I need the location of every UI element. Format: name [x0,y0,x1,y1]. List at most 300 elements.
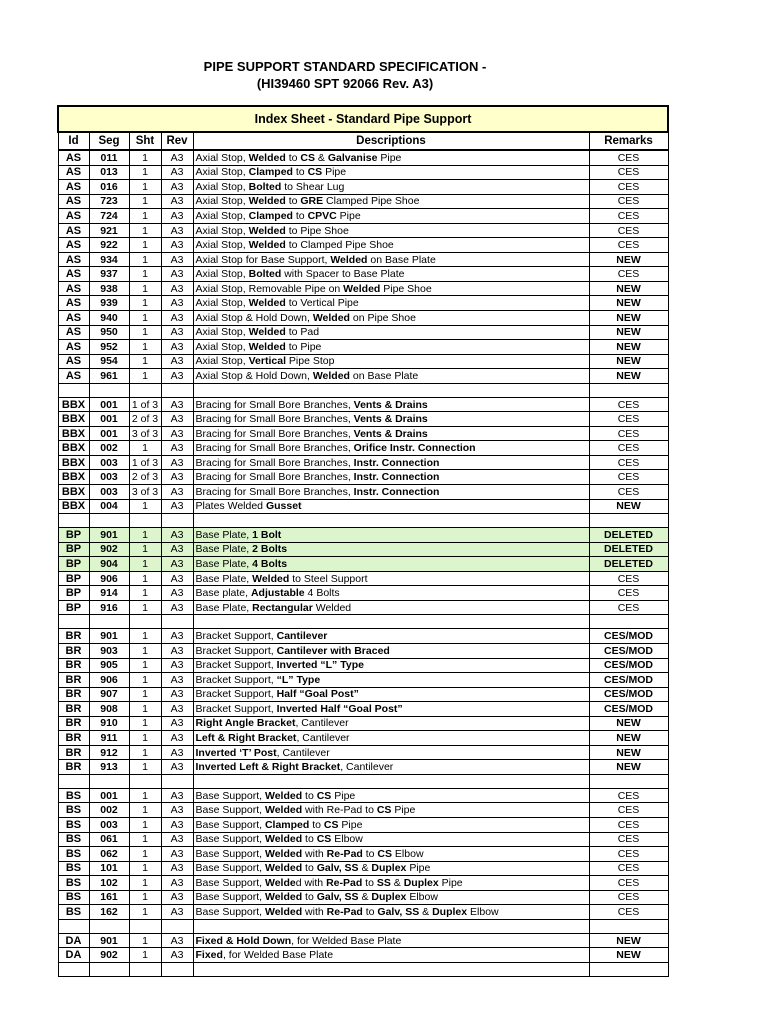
cell-sht: 1 [129,673,161,688]
cell-remarks: NEW [589,745,668,760]
cell-id: BP [58,600,89,615]
description-text: Pipe Shoe [380,282,432,295]
cell-seg: 723 [89,194,129,209]
description-emphasis: Rectangular [252,601,313,614]
description-text: Base Support, [195,876,265,889]
cell-remarks: CES [589,412,668,427]
table-row [58,340,668,355]
cell-id: AS [58,281,89,296]
table-row [58,933,668,948]
description-text: Pipe [322,166,347,179]
cell-remarks: DELETED [589,542,668,557]
description-emphasis: SS [376,876,391,889]
cell-id: AS [58,223,89,238]
cell-remarks: CES [589,803,668,818]
description-emphasis: Re-Pad [326,906,363,919]
description-text: to Vertical Pipe [285,297,359,310]
description-emphasis: Fixed & Hold Down [195,934,292,947]
cell-description [193,788,589,803]
cell-rev: A3 [161,455,193,470]
table-row [58,397,668,412]
description-text: Axial Stop, [195,355,249,368]
empty-cell [161,919,193,933]
cell-rev: A3 [161,223,193,238]
blank-row [58,383,668,397]
cell-rev: A3 [161,470,193,485]
description-emphasis: Right Angle Bracket [195,717,296,730]
empty-cell [193,774,589,788]
cell-sht: 1 [129,325,161,340]
cell-id: AS [58,194,89,209]
cell-rev: A3 [161,948,193,963]
cell-id: AS [58,340,89,355]
cell-description [193,658,589,673]
cell-remarks: NEW [589,499,668,514]
cell-sht: 1 [129,600,161,615]
cell-sht: 1 [129,876,161,891]
description-text: Base plate, [195,587,251,600]
cell-sht: 1 [129,223,161,238]
cell-rev: A3 [161,150,193,165]
description-text: , Cantilever [340,761,394,774]
description-emphasis: Welded [252,572,290,585]
table-row [58,557,668,572]
table-row [58,150,668,165]
description-emphasis: Galv, SS [377,906,420,919]
cell-remarks: NEW [589,252,668,267]
table-row [58,296,668,311]
cell-description [193,441,589,456]
cell-description [193,745,589,760]
cell-id: AS [58,354,89,369]
cell-sht: 2 of 3 [129,470,161,485]
description-text: Bracing for Small Bore Branches, [195,427,354,440]
description-emphasis: Galvanise [327,151,378,164]
empty-cell [58,514,89,528]
cell-sht: 1 [129,209,161,224]
description-emphasis: Welded [264,789,303,802]
cell-id: DA [58,933,89,948]
cell-id: BR [58,643,89,658]
cell-sht: 1 [129,499,161,514]
cell-id: BS [58,803,89,818]
cell-seg: 908 [89,702,129,717]
description-emphasis: Inverted Half “Goal Post” [276,702,403,715]
description-emphasis: CS [376,804,392,817]
cell-remarks: DELETED [589,528,668,543]
empty-cell [161,962,193,976]
empty-cell [161,774,193,788]
description-text: Axial Stop, [195,195,249,208]
cell-rev: A3 [161,499,193,514]
cell-id: BR [58,702,89,717]
cell-description [193,150,589,165]
empty-cell [58,919,89,933]
cell-remarks: CES/MOD [589,702,668,717]
cell-seg: 003 [89,470,129,485]
cell-seg: 001 [89,788,129,803]
cell-remarks: CES [589,861,668,876]
cell-seg: 901 [89,528,129,543]
index-table [57,105,669,977]
cell-remarks: NEW [589,354,668,369]
cell-description [193,876,589,891]
cell-rev: A3 [161,412,193,427]
description-text: Bracing for Small Bore Branches, [195,398,354,411]
cell-sht: 1 [129,702,161,717]
description-emphasis: Galv, SS [316,891,359,904]
description-emphasis: Inverted “L” Type [276,659,364,672]
cell-rev: A3 [161,745,193,760]
cell-seg: 004 [89,499,129,514]
cell-rev: A3 [161,296,193,311]
cell-seg: 961 [89,369,129,384]
table-row [58,528,668,543]
cell-seg: 912 [89,745,129,760]
cell-remarks: CES [589,485,668,500]
cell-seg: 001 [89,397,129,412]
description-emphasis: Duplex [371,891,407,904]
empty-cell [129,962,161,976]
table-row [58,600,668,615]
cell-seg: 952 [89,340,129,355]
description-emphasis: Welded [264,847,303,860]
cell-remarks: CES [589,470,668,485]
cell-remarks: NEW [589,281,668,296]
table-row [58,267,668,282]
document-title: PIPE SUPPORT STANDARD SPECIFICATION - [203,59,487,74]
empty-cell [589,615,668,629]
description-text: Base Support, [195,906,265,919]
description-emphasis: Cantilever with Braced [276,644,390,657]
cell-remarks: CES [589,832,668,847]
description-text: Axial Stop, Removable Pipe on [195,282,344,295]
cell-remarks: CES [589,209,668,224]
description-text: Elbow [406,891,438,904]
table-row [58,223,668,238]
cell-remarks: CES [589,180,668,195]
description-text: Base Support, [195,891,265,904]
description-text: to Pad [285,326,320,339]
cell-remarks: CES [589,441,668,456]
cell-description [193,948,589,963]
cell-remarks: NEW [589,325,668,340]
cell-seg: 003 [89,817,129,832]
cell-id: BP [58,557,89,572]
cell-id: AS [58,325,89,340]
cell-rev: A3 [161,180,193,195]
description-text: Elbow [467,906,499,919]
description-text: Axial Stop, [195,268,249,281]
cell-description [193,267,589,282]
table-row [58,252,668,267]
empty-cell [129,919,161,933]
cell-rev: A3 [161,441,193,456]
table-row [58,745,668,760]
cell-description [193,557,589,572]
cell-id: AS [58,296,89,311]
empty-cell [193,383,589,397]
cell-sht: 1 [129,369,161,384]
description-text: Bracket Support, [195,688,277,701]
cell-description [193,354,589,369]
description-text: Axial Stop & Hold Down, [195,311,313,324]
cell-sht: 1 [129,281,161,296]
empty-cell [129,514,161,528]
cell-description [193,455,589,470]
cell-seg: 911 [89,731,129,746]
table-row [58,861,668,876]
cell-description [193,586,589,601]
cell-rev: A3 [161,238,193,253]
description-text: Bracket Support, [195,702,277,715]
cell-description [193,702,589,717]
description-emphasis: Welded [248,151,286,164]
cell-seg: 913 [89,760,129,775]
cell-sht: 1 [129,150,161,165]
description-text: Elbow [331,833,363,846]
cell-description [193,817,589,832]
cell-remarks: CES [589,150,668,165]
cell-id: AS [58,252,89,267]
empty-cell [89,383,129,397]
cell-id: BP [58,586,89,601]
cell-seg: 161 [89,890,129,905]
cell-rev: A3 [161,673,193,688]
description-emphasis: Welded [312,369,350,382]
description-emphasis: Duplex [432,906,468,919]
cell-sht: 1 [129,731,161,746]
cell-seg: 921 [89,223,129,238]
description-emphasis: Duplex [403,876,439,889]
description-text: to [285,151,301,164]
cell-description [193,731,589,746]
cell-sht: 1 [129,194,161,209]
description-text: to Shear Lug [281,180,345,193]
cell-remarks: CES [589,788,668,803]
description-text: Welded [312,601,352,614]
cell-id: BS [58,876,89,891]
cell-sht: 1 [129,629,161,644]
description-emphasis: Welded [248,297,286,310]
column-header-descriptions: Descriptions [193,132,589,150]
cell-sht: 1 [129,745,161,760]
empty-cell [58,774,89,788]
cell-description [193,180,589,195]
description-text: Axial Stop, [195,340,249,353]
empty-cell [89,962,129,976]
description-text: Bracing for Small Bore Branches, [195,456,354,469]
description-text: to [302,789,317,802]
description-text: Pipe Stop [286,355,335,368]
cell-sht: 1 [129,238,161,253]
cell-seg: 011 [89,150,129,165]
description-emphasis: Welded [264,833,303,846]
cell-description [193,629,589,644]
cell-sht: 1 [129,861,161,876]
table-row [58,180,668,195]
description-text: to [309,818,324,831]
cell-description [193,803,589,818]
description-emphasis: Re-Pad [326,847,363,860]
cell-rev: A3 [161,760,193,775]
empty-cell [89,774,129,788]
description-emphasis: Welded [248,239,286,252]
description-text: 4 Bolts [304,587,340,600]
cell-remarks: CES [589,847,668,862]
cell-id: DA [58,948,89,963]
empty-cell [161,514,193,528]
cell-id: AS [58,150,89,165]
cell-description [193,194,589,209]
description-emphasis: Instr. Connection [353,456,440,469]
cell-id: BS [58,788,89,803]
cell-rev: A3 [161,252,193,267]
cell-remarks: CES [589,586,668,601]
cell-sht: 1 [129,658,161,673]
cell-description [193,861,589,876]
empty-cell [589,774,668,788]
cell-rev: A3 [161,933,193,948]
cell-seg: 901 [89,629,129,644]
cell-remarks: CES [589,426,668,441]
cell-remarks: CES/MOD [589,629,668,644]
description-emphasis: CPVC [307,209,337,222]
cell-rev: A3 [161,325,193,340]
description-emphasis: Cantilever [276,630,328,643]
cell-remarks: NEW [589,311,668,326]
cell-rev: A3 [161,803,193,818]
description-emphasis: Bolted [248,180,282,193]
cell-remarks: CES [589,223,668,238]
description-text: to [362,847,378,860]
description-text: Pipe [406,862,431,875]
cell-remarks: CES [589,194,668,209]
description-text: Pipe [338,818,363,831]
empty-cell [193,514,589,528]
cell-rev: A3 [161,209,193,224]
empty-cell [589,514,668,528]
description-text: Bracket Support, [195,673,277,686]
description-emphasis: Inverted Left & Right Bracket [195,761,341,774]
cell-sht: 1 [129,267,161,282]
description-emphasis: Clamped [264,818,310,831]
description-emphasis: CS [377,847,393,860]
cell-sht: 1 [129,528,161,543]
description-text: to [302,862,317,875]
cell-rev: A3 [161,788,193,803]
cell-description [193,397,589,412]
table-row [58,643,668,658]
description-text: on Pipe Shoe [349,311,416,324]
description-emphasis: Vents & Drains [353,413,428,426]
cell-rev: A3 [161,832,193,847]
table-row [58,238,668,253]
cell-id: BBX [58,499,89,514]
cell-id: BBX [58,470,89,485]
cell-remarks: CES [589,905,668,920]
description-emphasis: Re-Pad [326,876,363,889]
table-row [58,948,668,963]
cell-seg: 902 [89,948,129,963]
table-row [58,832,668,847]
cell-rev: A3 [161,658,193,673]
description-text: with [302,847,327,860]
cell-rev: A3 [161,716,193,731]
table-row [58,876,668,891]
cell-sht: 1 [129,716,161,731]
description-emphasis: Welded [248,224,286,237]
description-emphasis: Adjustable [250,587,305,600]
cell-description [193,252,589,267]
blank-row [58,962,668,976]
cell-seg: 901 [89,933,129,948]
cell-remarks: CES [589,571,668,586]
description-text: Axial Stop, [195,180,249,193]
cell-rev: A3 [161,165,193,180]
cell-rev: A3 [161,369,193,384]
description-emphasis: Welded [248,340,286,353]
cell-description [193,412,589,427]
empty-cell [58,962,89,976]
cell-description [193,369,589,384]
description-text: Pipe [438,876,463,889]
cell-description [193,238,589,253]
table-row [58,716,668,731]
cell-remarks: NEW [589,731,668,746]
cell-rev: A3 [161,311,193,326]
description-text: Bracing for Small Bore Branches, [195,471,354,484]
cell-rev: A3 [161,731,193,746]
cell-remarks: NEW [589,933,668,948]
table-row [58,325,668,340]
cell-sht: 1 [129,817,161,832]
cell-seg: 937 [89,267,129,282]
cell-seg: 002 [89,803,129,818]
cell-id: BR [58,629,89,644]
table-row [58,165,668,180]
cell-id: AS [58,209,89,224]
cell-seg: 062 [89,847,129,862]
cell-sht: 1 [129,933,161,948]
description-text: to [362,906,378,919]
description-text: Bracing for Small Bore Branches, [195,442,354,455]
cell-id: BBX [58,455,89,470]
cell-id: BBX [58,485,89,500]
description-emphasis: CS [307,166,323,179]
cell-rev: A3 [161,528,193,543]
table-row [58,673,668,688]
description-emphasis: Bolted [248,268,282,281]
empty-cell [589,919,668,933]
description-text: & [358,891,372,904]
cell-seg: 061 [89,832,129,847]
cell-remarks: CES [589,165,668,180]
cell-sht: 1 [129,165,161,180]
table-row [58,629,668,644]
description-emphasis: Welded [264,862,303,875]
table-row [58,731,668,746]
cell-seg: 902 [89,542,129,557]
description-text: on Base Plate [367,253,436,266]
cell-remarks: CES/MOD [589,687,668,702]
cell-remarks: CES [589,600,668,615]
cell-sht: 1 [129,687,161,702]
description-text: Base Plate, [195,528,253,541]
description-text: to [285,195,301,208]
table-row [58,369,668,384]
cell-id: AS [58,267,89,282]
